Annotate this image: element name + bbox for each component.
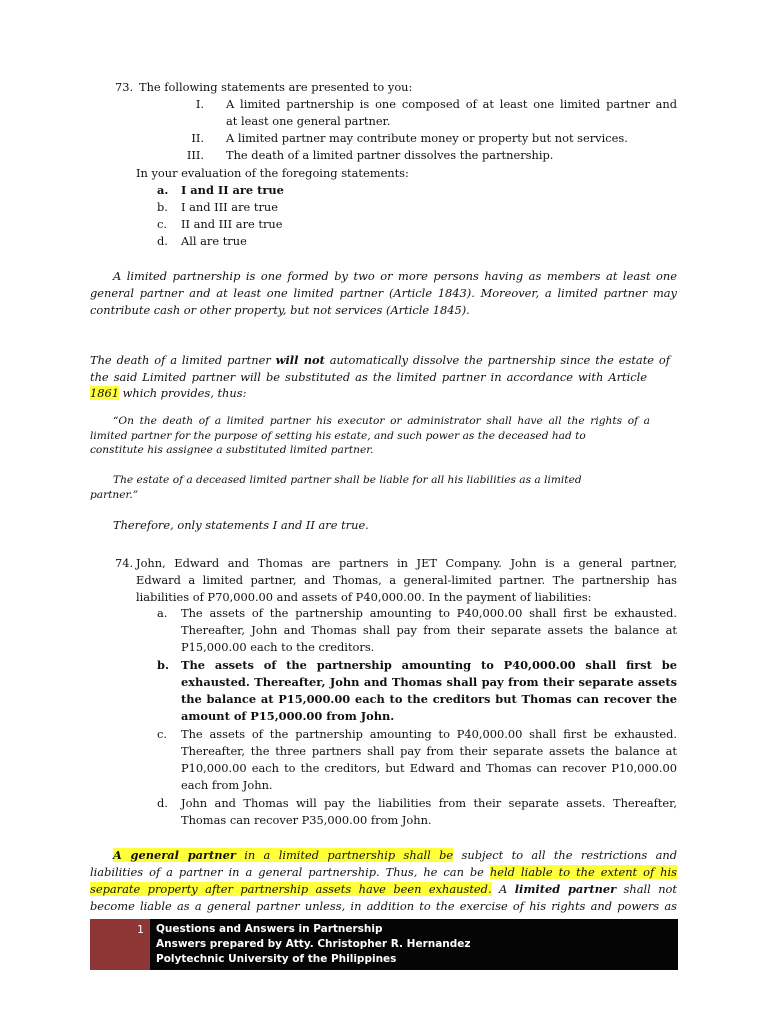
- highlight: held liable to the extent of his: [489, 865, 677, 879]
- statement-text: at least one general partner.: [226, 114, 391, 128]
- statement-numeral: II.: [191, 131, 204, 145]
- option-text: P15,000.00 each to the creditors.: [181, 640, 375, 654]
- q74-stem: John, Edward and Thomas are partners in JET Company. John is a general partner,: [136, 556, 677, 570]
- option-text: Thereafter, John and Thomas shall pay from their separate assets the balance at: [181, 623, 677, 637]
- option-text: The assets of the partnership amounting to P40,000.00 shall first be exhausted.: [181, 606, 677, 620]
- explanation-line: liabilities of a partner in a general partnership. Thus, he can be held liable to the extent of his: [90, 865, 677, 879]
- explanation-line: general partner and at least one limited partner (Article 1843). Moreover, a limited partner may: [90, 286, 677, 300]
- footer-institution: Polytechnic University of the Philippines: [156, 953, 397, 965]
- statement-text: A limited partnership is one composed of at least one limited partner and: [226, 97, 677, 111]
- explanation-line: 1861 which provides, thus:: [90, 386, 247, 400]
- quote-line: constitute his assignee a substituted limited partner.: [90, 444, 374, 456]
- option-text: Thereafter, the three partners shall pay from their separate assets the balance at: [181, 744, 677, 758]
- statement-text: The death of a limited partner dissolves the partnership.: [226, 148, 554, 162]
- q73-prompt: In your evaluation of the foregoing statements:: [136, 166, 409, 180]
- option-letter: d.: [157, 796, 168, 810]
- option-letter: c.: [157, 727, 168, 741]
- option-letter: b.: [157, 658, 169, 672]
- option-text-correct: The assets of the partnership amounting to P40,000.00 shall first be: [181, 658, 677, 672]
- explanation-line: separate property after partnership assets have been exhausted. A limited partner shall not: [90, 882, 677, 896]
- option-text-correct: I and II are true: [181, 183, 284, 197]
- option-text: each from John.: [181, 778, 273, 792]
- option-letter: a.: [157, 606, 168, 620]
- highlight: separate property after partnership assets have been exhausted.: [90, 882, 492, 896]
- explanation-line: the said Limited partner will be substituted as the limited partner in accordance with Article: [90, 370, 647, 384]
- q74-number: 74.: [115, 556, 134, 570]
- footer-title: Questions and Answers in Partnership: [156, 923, 383, 935]
- quote-line: The estate of a deceased limited partner shall be liable for all his liabilities as a limited: [113, 474, 582, 486]
- option-text: John and Thomas will pay the liabilities from their separate assets. Thereafter,: [181, 796, 677, 810]
- quote-line: “On the death of a limited partner his executor or administrator shall have all the rights of a: [113, 415, 650, 427]
- explanation-line: A general partner in a limited partnership shall be subject to all the restrictions and: [113, 848, 677, 862]
- quote-line: limited partner for the purpose of setting his estate, and such power as the deceased had to: [90, 430, 586, 442]
- quote-line: partner.”: [90, 489, 139, 501]
- option-text: P10,000.00 each to the creditors, but Edward and Thomas can recover P10,000.00: [181, 761, 677, 775]
- option-letter: c.: [157, 217, 168, 231]
- footer-text: [150, 919, 678, 970]
- q73-intro: The following statements are presented to you:: [139, 80, 413, 94]
- option-text-correct: amount of P15,000.00 from John.: [181, 709, 395, 723]
- option-text: The assets of the partnership amounting to P40,000.00 shall first be exhausted.: [181, 727, 677, 741]
- highlight: A general partner in a limited partnership shall be: [113, 848, 454, 862]
- statement-numeral: I.: [195, 97, 204, 111]
- page-number: 1: [90, 919, 150, 970]
- q74-stem: liabilities of P70,000.00 and assets of P40,000.00. In the payment of liabilities:: [136, 590, 592, 604]
- option-text: I and III are true: [181, 200, 278, 214]
- explanation-line: A limited partnership is one formed by two or more persons having as members at least one: [113, 269, 677, 283]
- option-letter: a.: [157, 183, 169, 197]
- conclusion: Therefore, only statements I and II are true.: [113, 518, 369, 532]
- statement-text: A limited partner may contribute money or property but not services.: [226, 131, 628, 145]
- option-text-correct: exhausted. Thereafter, John and Thomas shall pay from their separate assets: [181, 675, 677, 689]
- option-text: All are true: [181, 234, 247, 248]
- explanation-line: The death of a limited partner will not automatically dissolve the partnership since the estate of: [90, 353, 670, 367]
- article-highlight: 1861: [90, 386, 119, 400]
- option-text-correct: the balance at P15,000.00 each to the creditors but Thomas can recover the: [181, 692, 677, 706]
- q73-number: 73.: [115, 80, 134, 94]
- option-letter: b.: [157, 200, 168, 214]
- option-text: II and III are true: [181, 217, 283, 231]
- option-letter: d.: [157, 234, 168, 248]
- explanation-line: contribute cash or other property, but not services (Article 1845).: [90, 303, 470, 317]
- explanation-line: become liable as a general partner unless, in addition to the exercise of his rights and powers as: [90, 899, 677, 913]
- option-text: Thomas can recover P35,000.00 from John.: [181, 813, 432, 827]
- statement-numeral: III.: [186, 148, 204, 162]
- footer-author: Answers prepared by Atty. Christopher R. Hernandez: [156, 938, 471, 950]
- q74-stem: Edward a limited partner, and Thomas, a general-limited partner. The partnership has: [136, 573, 677, 587]
- page-footer: [90, 919, 678, 970]
